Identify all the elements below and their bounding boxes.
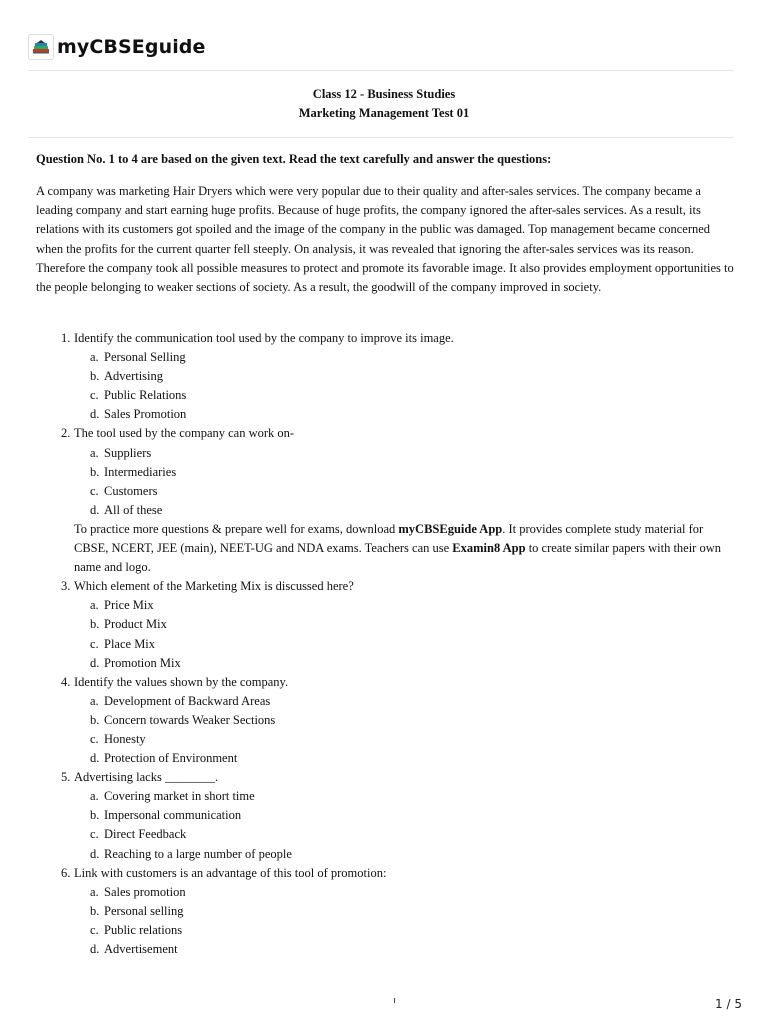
option: b. Product Mix	[90, 617, 167, 632]
option: b. Impersonal communication	[90, 808, 242, 823]
option: b. Concern towards Weaker Sections	[90, 712, 276, 727]
option: b. Advertising	[90, 369, 164, 384]
book-stack-logo-icon	[28, 34, 54, 60]
case-passage: A company was marketing Hair Dryers which were very popular due to their quality and after-sales services. The company became a leading company and start earning huge profits. Because of huge profits, the company ignored the after-sales services. As a result, its relations with its customers got spoiled and the image of the company in the public was damaged. Top management became concerned when the profits for the current quarter fell steeply. On analysis, it was revealed that ignoring the after-sales services was its reason. Therefore the company took all possible measures to protect and promote its favorable image. It also provides employment opportunities to the people belonging to weaker sections of society. As a result, the goodwill of the company improved in society.	[36, 184, 734, 295]
question-list	[36, 329, 736, 959]
mycbseguide-app-link[interactable]: myCBSEguide App	[398, 521, 503, 536]
question-5: 5. Advertising lacks ________.	[61, 770, 219, 785]
option: c. Direct Feedback	[90, 827, 187, 842]
question-2: 2. The tool used by the company can work on-	[61, 426, 295, 441]
title-divider	[28, 137, 734, 138]
question-1: 1. Identify the communication tool used by the company to improve its image.	[61, 331, 454, 345]
header-divider	[28, 70, 734, 71]
option: d. All of these	[90, 502, 163, 517]
option: d. Reaching to a large number of people	[90, 846, 292, 861]
brand-logo[interactable]	[28, 34, 206, 60]
footer-mark	[394, 998, 395, 1003]
option: a. Price Mix	[90, 598, 154, 613]
option: d. Sales Promotion	[90, 407, 187, 422]
question-4: 4. Identify the values shown by the company.	[61, 674, 289, 689]
option: a. Suppliers	[90, 445, 152, 460]
brand-name: myCBSEguide	[57, 36, 206, 58]
instructions: Question No. 1 to 4 are based on the given text. Read the text carefully and answer the questions:	[36, 152, 552, 166]
option: d. Promotion Mix	[90, 655, 181, 670]
document-title: Class 12 - Business Studies	[312, 87, 456, 101]
option: d. Advertisement	[90, 942, 178, 956]
page-number: 1 / 5	[715, 997, 742, 1011]
option: b. Intermediaries	[90, 464, 177, 479]
option: a. Covering market in short time	[90, 789, 255, 804]
option: c. Customers	[90, 483, 158, 498]
question-6: 6. Link with customers is an advantage of this tool of promotion:	[61, 865, 387, 880]
option: c. Honesty	[90, 731, 146, 746]
option: a. Sales promotion	[90, 884, 186, 899]
option: a. Development of Backward Areas	[90, 693, 271, 708]
document-subtitle: Marketing Management Test 01	[298, 106, 470, 120]
option: c. Place Mix	[90, 636, 156, 651]
option: d. Protection of Environment	[90, 751, 238, 766]
promo-note: To practice more questions & prepare well for exams, download myCBSEguide App. It provides complete study material for CBSE, NCERT, JEE (main), NEET-UG and NDA exams. Teachers can use Examin8 App to create similar papers with their own name and logo.	[74, 521, 722, 575]
option: a. Personal Selling	[90, 350, 186, 365]
question-3: 3. Which element of the Marketing Mix is discussed here?	[61, 579, 354, 594]
option: c. Public relations	[90, 922, 183, 937]
option: c. Public Relations	[90, 388, 187, 403]
option: b. Personal selling	[90, 903, 184, 918]
examin8-app-link[interactable]: Examin8 App	[452, 541, 526, 556]
